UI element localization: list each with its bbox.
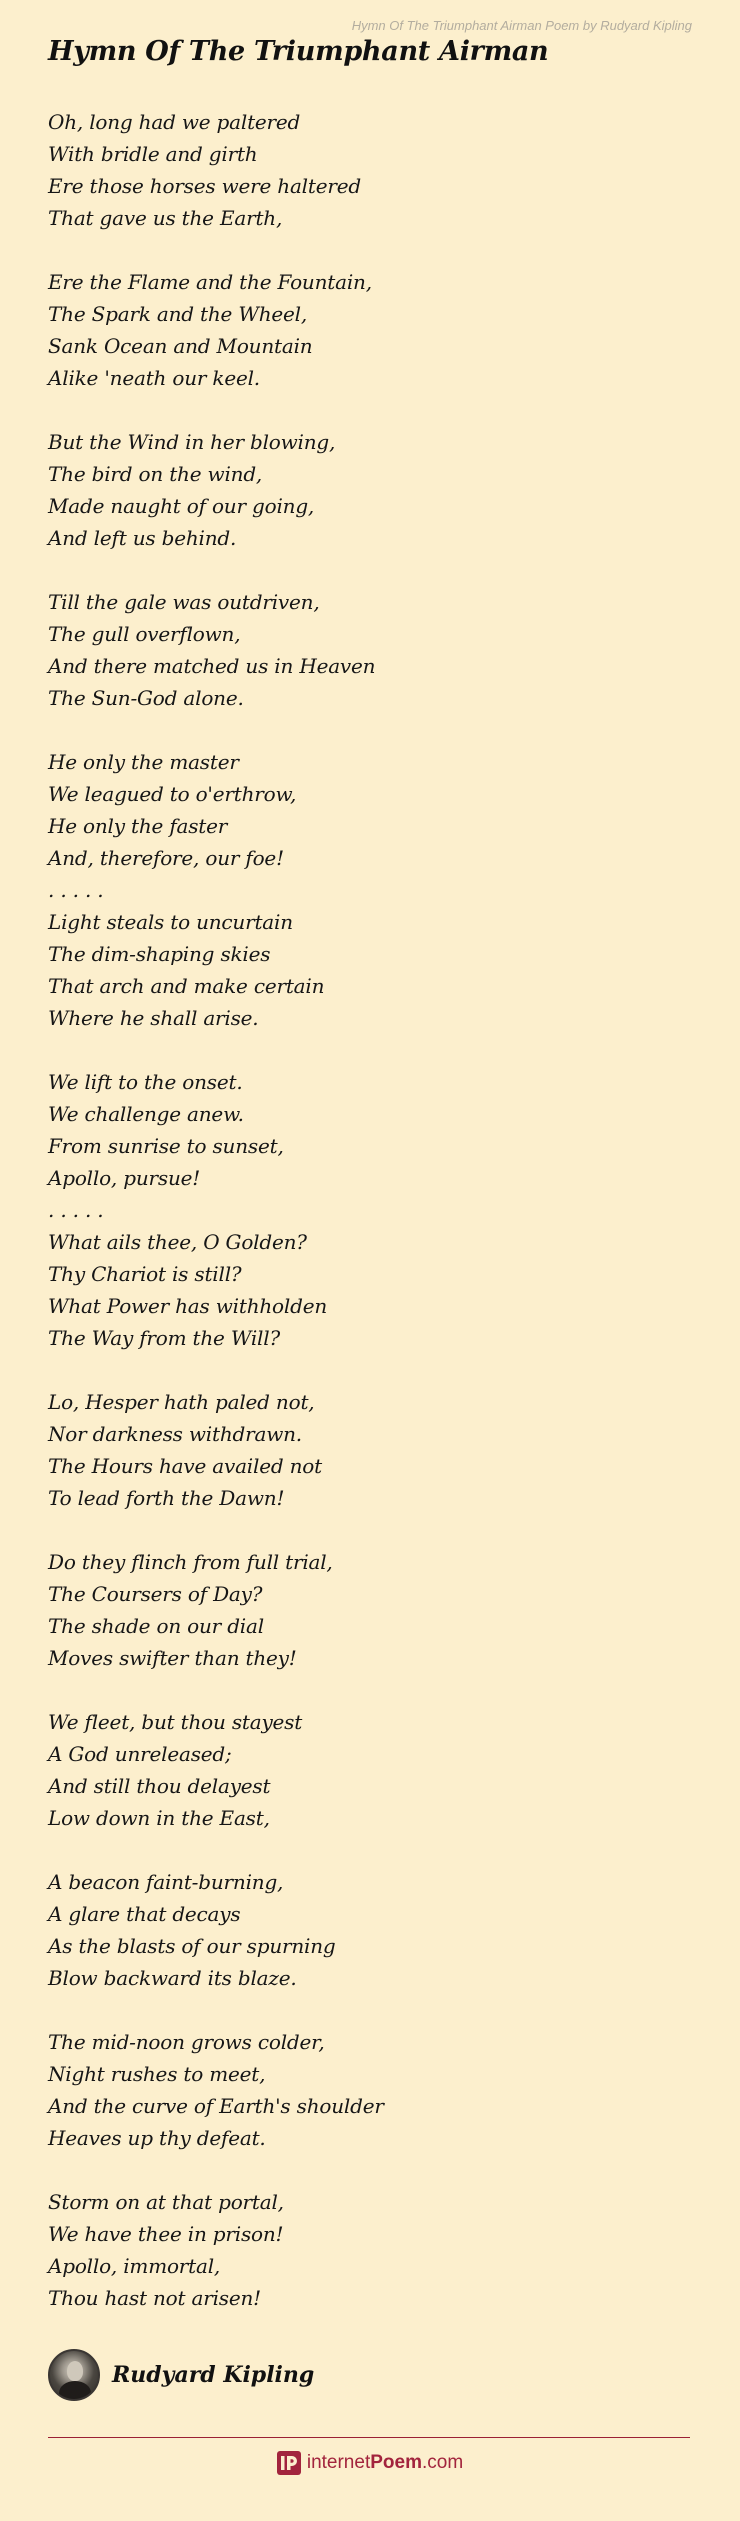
poem-line: We have thee in prison! — [48, 2222, 284, 2246]
poem-line: Ere the Flame and the Fountain, — [48, 270, 372, 294]
poem-line: We lift to the onset. — [48, 1070, 243, 1094]
poem-title: Hymn Of The Triumphant Airman — [48, 36, 549, 67]
stanza — [48, 106, 708, 234]
poem-line: The Hours have availed not — [48, 1454, 322, 1478]
poem-line: . . . . . — [48, 1198, 104, 1222]
poem-line: The Sun-God alone. — [48, 686, 244, 710]
poem-line: Till the gale was outdriven, — [48, 590, 320, 614]
header-credit: Hymn Of The Triumphant Airman Poem by Rudyard Kipling — [351, 18, 692, 33]
poem-line: Blow backward its blaze. — [48, 1966, 297, 1990]
poem-line: Nor darkness withdrawn. — [48, 1422, 302, 1446]
poem-line: Lo, Hesper hath paled not, — [48, 1390, 315, 1414]
poem-line: Apollo, immortal, — [48, 2254, 221, 2278]
poem-line: The mid-noon grows colder, — [48, 2030, 325, 2054]
stanza — [48, 266, 708, 394]
author-name[interactable]: Rudyard Kipling — [112, 2362, 315, 2388]
stanza — [48, 1066, 708, 1354]
poem-line: Made naught of our going, — [48, 494, 315, 518]
poem-line: What Power has withholden — [48, 1294, 328, 1318]
footer-divider — [48, 2437, 690, 2438]
poem-line: Sank Ocean and Mountain — [48, 334, 313, 358]
stanza — [48, 2186, 708, 2314]
poem-line: The Coursers of Day? — [48, 1582, 263, 1606]
brand-part-poem: Poem — [370, 2452, 422, 2473]
poem-line: Where he shall arise. — [48, 1006, 259, 1030]
stanza — [48, 586, 708, 714]
poem-line: Light steals to uncurtain — [48, 910, 293, 934]
stanza — [48, 1706, 708, 1834]
poem-line: And there matched us in Heaven — [48, 654, 376, 678]
poem-line: The gull overflown, — [48, 622, 241, 646]
brand-footer[interactable] — [0, 2448, 740, 2478]
poem-line: He only the master — [48, 750, 239, 774]
poem-line: And the curve of Earth's shoulder — [48, 2094, 384, 2118]
poem-line: Moves swifter than they! — [48, 1646, 297, 1670]
poem-line: He only the faster — [48, 814, 228, 838]
poem-line: A God unreleased; — [48, 1742, 232, 1766]
poem-body — [48, 106, 708, 2346]
poem-line: With bridle and girth — [48, 142, 258, 166]
poem-line: That arch and make certain — [48, 974, 325, 998]
stanza — [48, 746, 708, 1034]
poem-line: Low down in the East, — [48, 1806, 270, 1830]
brand-name[interactable] — [307, 2452, 463, 2474]
poem-line: As the blasts of our spurning — [48, 1934, 336, 1958]
poem-line: But the Wind in her blowing, — [48, 430, 336, 454]
poem-line: A glare that decays — [48, 1902, 241, 1926]
poem-line: The Spark and the Wheel, — [48, 302, 308, 326]
poem-line: A beacon faint-burning, — [48, 1870, 284, 1894]
poem-line: Apollo, pursue! — [48, 1166, 201, 1190]
author-avatar[interactable] — [48, 2349, 100, 2401]
poem-line: And left us behind. — [48, 526, 237, 550]
poem-line: From sunrise to sunset, — [48, 1134, 284, 1158]
poem-line: What ails thee, O Golden? — [48, 1230, 307, 1254]
poem-line: Ere those horses were haltered — [48, 174, 361, 198]
brand-part-tld: .com — [421, 2452, 464, 2473]
ip-logo-icon — [277, 2451, 301, 2475]
poem-line: And still thou delayest — [48, 1774, 271, 1798]
stanza — [48, 426, 708, 554]
author-row[interactable] — [48, 2347, 314, 2403]
poem-line: To lead forth the Dawn! — [48, 1486, 285, 1510]
stanza — [48, 1386, 708, 1514]
poem-line: Storm on at that portal, — [48, 2190, 284, 2214]
poem-line: Alike 'neath our keel. — [48, 366, 260, 390]
poem-line: The Way from the Will? — [48, 1326, 280, 1350]
poem-line: Do they flinch from full trial, — [48, 1550, 333, 1574]
poem-line: Thou hast not arisen! — [48, 2286, 261, 2310]
poem-line: We fleet, but thou stayest — [48, 1710, 303, 1734]
stanza — [48, 1866, 708, 1994]
poem-line: We leagued to o'erthrow, — [48, 782, 297, 806]
poem-line: The shade on our dial — [48, 1614, 264, 1638]
poem-line: Heaves up thy defeat. — [48, 2126, 266, 2150]
poem-line: Oh, long had we paltered — [48, 110, 301, 134]
poem-line: We challenge anew. — [48, 1102, 244, 1126]
poem-line: That gave us the Earth, — [48, 206, 283, 230]
stanza — [48, 2026, 708, 2154]
stanza — [48, 1546, 708, 1674]
poem-line: Night rushes to meet, — [48, 2062, 266, 2086]
poem-line: And, therefore, our foe! — [48, 846, 284, 870]
poem-line: The dim-shaping skies — [48, 942, 271, 966]
brand-part-internet: internet — [306, 2452, 371, 2473]
poem-line: The bird on the wind, — [48, 462, 263, 486]
poem-line: Thy Chariot is still? — [48, 1262, 242, 1286]
poem-line: . . . . . — [48, 878, 104, 902]
